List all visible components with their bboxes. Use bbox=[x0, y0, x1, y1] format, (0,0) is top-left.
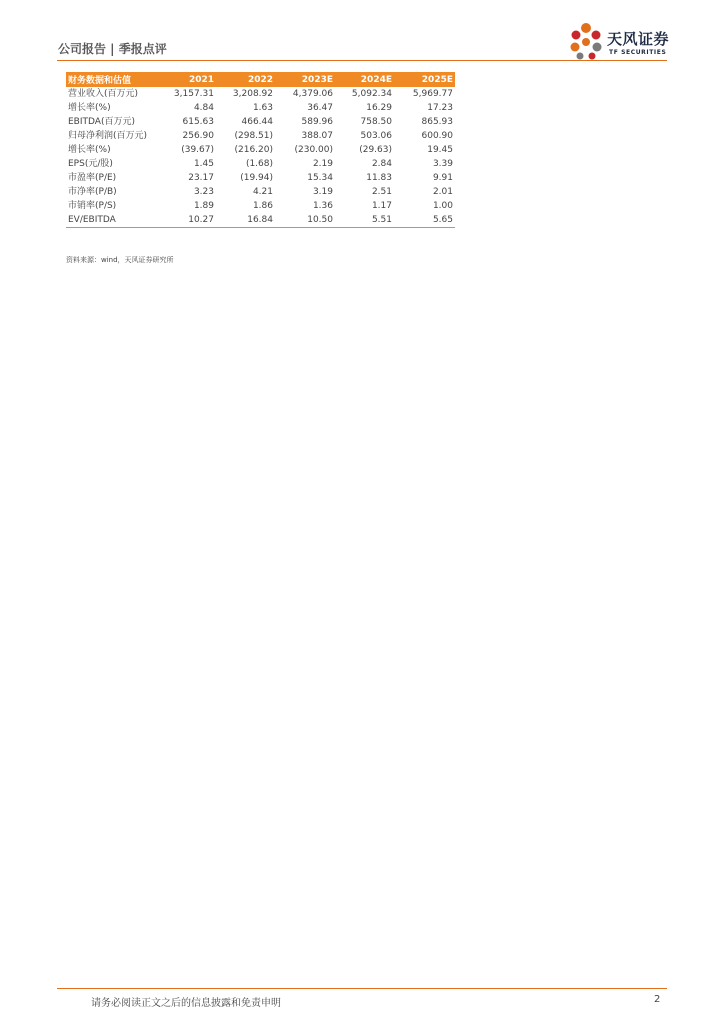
table-cell: (1.68) bbox=[245, 159, 273, 169]
row-label: EV/EBITDA bbox=[66, 213, 159, 228]
table-header-cell: 2022 bbox=[216, 72, 275, 87]
table-cell: 4,379.06 bbox=[292, 89, 333, 99]
table-cell: 1.36 bbox=[312, 201, 333, 211]
table-cell: 1.17 bbox=[371, 201, 392, 211]
table-row bbox=[66, 129, 455, 143]
table-cell: 1.00 bbox=[432, 201, 453, 211]
table-row bbox=[66, 199, 455, 213]
report-type-label: 公司报告 | 季报点评 bbox=[58, 42, 167, 56]
table-cell: (230.00) bbox=[294, 145, 333, 155]
table-cell: (39.67) bbox=[181, 145, 214, 155]
table-cell: 256.90 bbox=[182, 131, 214, 141]
table-header-cell: 2024E bbox=[335, 72, 394, 87]
footer-disclaimer: 请务必阅读正文之后的信息披露和免责申明 bbox=[91, 998, 281, 1009]
table-header-cell: 2023E bbox=[275, 72, 335, 87]
source-note: 资料来源：wind，天风证券研究所 bbox=[66, 256, 174, 264]
table-cell: (29.63) bbox=[359, 145, 392, 155]
row-label: 归母净利润(百万元) bbox=[68, 130, 148, 141]
table-header-cell: 2025E bbox=[394, 72, 455, 87]
table-cell: 4.84 bbox=[193, 103, 214, 113]
table-cell: 3.19 bbox=[312, 187, 333, 197]
row-label: 增长率(%) bbox=[68, 144, 111, 155]
table-cell: 3.39 bbox=[432, 159, 453, 169]
table-cell: 1.86 bbox=[252, 201, 273, 211]
table-cell: 1.89 bbox=[193, 201, 214, 211]
row-label: 市净率(P/B) bbox=[68, 186, 117, 197]
table-cell: 2.84 bbox=[371, 159, 392, 169]
table-body bbox=[66, 87, 455, 228]
table-row bbox=[66, 115, 455, 129]
table-row bbox=[66, 213, 455, 228]
table-cell: 9.91 bbox=[432, 173, 453, 183]
table-cell: 19.45 bbox=[427, 145, 453, 155]
table-row bbox=[66, 143, 455, 157]
table-cell: 10.27 bbox=[159, 213, 216, 228]
financial-data-table bbox=[66, 72, 455, 228]
row-label: EBITDA(百万元) bbox=[68, 116, 135, 127]
table-cell: 466.44 bbox=[241, 117, 273, 127]
table-cell: 1.45 bbox=[193, 159, 214, 169]
table-cell: 17.23 bbox=[427, 103, 453, 113]
table-cell: 3,157.31 bbox=[173, 89, 214, 99]
table-cell: 2.51 bbox=[371, 187, 392, 197]
row-label: EPS(元/股) bbox=[68, 158, 113, 169]
table-cell: 23.17 bbox=[188, 173, 214, 183]
table-cell: 36.47 bbox=[307, 103, 333, 113]
table-cell: (298.51) bbox=[234, 131, 273, 141]
table-cell: (216.20) bbox=[234, 145, 273, 155]
table-cell: 16.29 bbox=[366, 103, 392, 113]
company-logo bbox=[569, 22, 669, 62]
table-cell: 3.23 bbox=[193, 187, 214, 197]
table-cell: 5.65 bbox=[394, 213, 455, 228]
table-cell: 10.50 bbox=[275, 213, 335, 228]
table-cell: (19.94) bbox=[240, 173, 273, 183]
table-row bbox=[66, 185, 455, 199]
table-cell: 15.34 bbox=[307, 173, 333, 183]
table-cell: 600.90 bbox=[421, 131, 453, 141]
row-label: 营业收入(百万元) bbox=[68, 88, 139, 99]
logo-chinese-name: 天风证券 bbox=[607, 30, 670, 48]
footer-divider bbox=[57, 988, 667, 989]
table-row bbox=[66, 157, 455, 171]
table-header-row bbox=[66, 72, 455, 87]
table-cell: 5.51 bbox=[335, 213, 394, 228]
table-cell: 4.21 bbox=[252, 187, 273, 197]
table-row bbox=[66, 171, 455, 185]
table-header-cell: 财务数据和估值 bbox=[66, 72, 159, 87]
header-divider bbox=[57, 60, 667, 61]
table-row bbox=[66, 87, 455, 101]
table-cell: 2.19 bbox=[312, 159, 333, 169]
table-cell: 758.50 bbox=[360, 117, 392, 127]
table-cell: 16.84 bbox=[216, 213, 275, 228]
table-cell: 589.96 bbox=[301, 117, 333, 127]
flower-logo-icon bbox=[569, 22, 603, 60]
row-label: 增长率(%) bbox=[68, 102, 111, 113]
table-row bbox=[66, 101, 455, 115]
table-cell: 5,969.77 bbox=[412, 89, 453, 99]
table-cell: 865.93 bbox=[421, 117, 453, 127]
table-header-cell: 2021 bbox=[159, 72, 216, 87]
page-number: 2 bbox=[654, 994, 661, 1005]
row-label: 市销率(P/S) bbox=[68, 200, 117, 211]
table-cell: 503.06 bbox=[360, 131, 392, 141]
table-cell: 388.07 bbox=[301, 131, 333, 141]
logo-english-name: TF SECURITIES bbox=[609, 49, 667, 56]
table-cell: 5,092.34 bbox=[351, 89, 392, 99]
table-cell: 615.63 bbox=[182, 117, 214, 127]
table-cell: 2.01 bbox=[432, 187, 453, 197]
table-cell: 11.83 bbox=[366, 173, 392, 183]
table-cell: 1.63 bbox=[252, 103, 273, 113]
row-label: 市盈率(P/E) bbox=[68, 172, 117, 183]
table-cell: 3,208.92 bbox=[232, 89, 273, 99]
